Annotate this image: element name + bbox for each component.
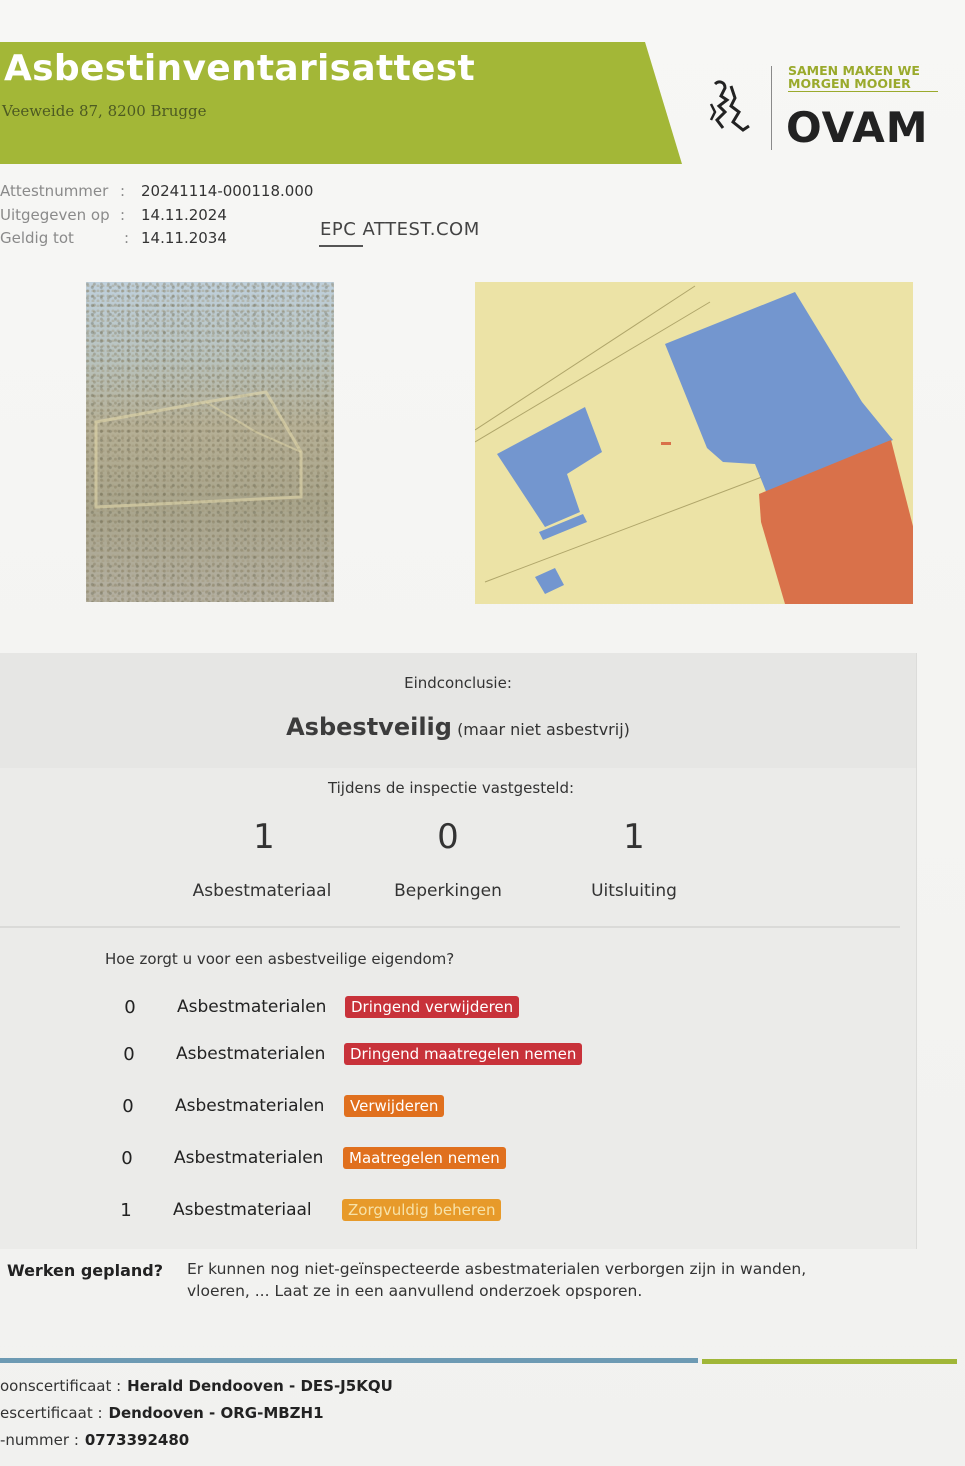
- section-divider: [0, 926, 900, 928]
- count-asbestmateriaal: 1: [253, 817, 275, 857]
- logo-divider: [771, 66, 772, 150]
- conclusion-box: [0, 653, 917, 1249]
- action-count: 0: [121, 1148, 133, 1169]
- meta-value: 20241114-000118.000: [141, 182, 314, 200]
- document-title: Asbestinventarisattest: [4, 48, 475, 89]
- conclusion-result: [0, 713, 916, 741]
- footer-label: -nummer :: [0, 1431, 79, 1449]
- footer-value: Herald Dendooven - DES-J5KQU: [127, 1377, 393, 1395]
- footer-value: 0773392480: [84, 1431, 190, 1449]
- meta-value: 14.11.2034: [141, 229, 227, 247]
- house-outline: [86, 282, 334, 602]
- footer-line-green: [702, 1359, 957, 1364]
- footer-row-ondernemingsnummer: [0, 1431, 189, 1449]
- meta-label: Uitgegeven op: [0, 206, 110, 224]
- action-count: 1: [120, 1200, 132, 1221]
- meta-label: Geldig tot: [0, 229, 74, 247]
- werken-label: Werken gepland?: [7, 1261, 164, 1280]
- count-beperkingen: 0: [437, 817, 459, 857]
- meta-value: 14.11.2024: [141, 206, 227, 224]
- conclusion-label: Eindconclusie:: [404, 674, 512, 692]
- epc-underline: [319, 245, 363, 247]
- property-address: Veeweide 87, 8200 Brugge: [2, 102, 207, 120]
- footer-line-blue: [0, 1358, 698, 1363]
- property-photo: [86, 282, 334, 602]
- cadastral-map: [475, 282, 913, 604]
- action-material: Asbestmaterialen: [177, 997, 327, 1017]
- count-uitsluiting: 1: [623, 817, 645, 857]
- tag-zorgvuldig-beheren: Zorgvuldig beheren: [342, 1199, 501, 1221]
- action-material: Asbestmaterialen: [174, 1148, 324, 1168]
- action-material: Asbestmaterialen: [176, 1044, 326, 1064]
- tag-dringend-maatregelen: Dringend maatregelen nemen: [344, 1043, 582, 1065]
- conclusion-header: [0, 653, 916, 768]
- meta-separator: :: [124, 229, 130, 247]
- count-label-asbestmateriaal: Asbestmateriaal: [192, 881, 332, 901]
- meta-separator: :: [120, 206, 126, 224]
- footer-row-bedrijfscertificaat: [0, 1404, 324, 1422]
- actions-question: Hoe zorgt u voor een asbestveilige eigendom?: [105, 950, 455, 968]
- footer-label: oonscertificaat :: [0, 1377, 122, 1395]
- action-count: 0: [123, 1044, 135, 1065]
- tag-maatregelen-nemen: Maatregelen nemen: [343, 1147, 506, 1169]
- tag-dringend-verwijderen: Dringend verwijderen: [345, 996, 519, 1018]
- count-label-beperkingen: Beperkingen: [394, 881, 502, 901]
- slogan-line-2: MORGEN MOOIER: [788, 77, 938, 92]
- map-marker: [661, 442, 671, 445]
- logo-slogan: [788, 64, 938, 92]
- ovam-logo: OVAM: [786, 103, 929, 152]
- action-count: 0: [122, 1096, 134, 1117]
- action-count: 0: [124, 997, 136, 1018]
- footer-label: escertificaat :: [0, 1404, 103, 1422]
- slogan-line-1: SAMEN MAKEN WE: [788, 63, 920, 78]
- epc-watermark: EPC ATTEST.COM: [320, 219, 480, 240]
- action-material: Asbestmaterialen: [175, 1096, 325, 1116]
- inspection-label: Tijdens de inspectie vastgesteld:: [327, 779, 575, 797]
- count-label-uitsluiting: Uitsluiting: [591, 881, 677, 901]
- footer-row-persoonscertificaat: [0, 1377, 393, 1395]
- meta-separator: :: [120, 182, 126, 200]
- conclusion-note: (maar niet asbestvrij): [457, 720, 630, 739]
- meta-label: Attestnummer: [0, 182, 109, 200]
- tag-verwijderen: Verwijderen: [344, 1095, 444, 1117]
- flemish-lion-icon: [705, 76, 755, 136]
- action-material: Asbestmateriaal: [173, 1200, 312, 1220]
- footer-value: Dendooven - ORG-MBZH1: [108, 1404, 324, 1422]
- conclusion-main: Asbestveilig: [286, 713, 452, 741]
- werken-text: Er kunnen nog niet-geïnspecteerde asbestmaterialen verborgen zijn in wanden, vloeren, ... Laat ze in een aanvullend onderzoek opsporen.: [187, 1260, 807, 1300]
